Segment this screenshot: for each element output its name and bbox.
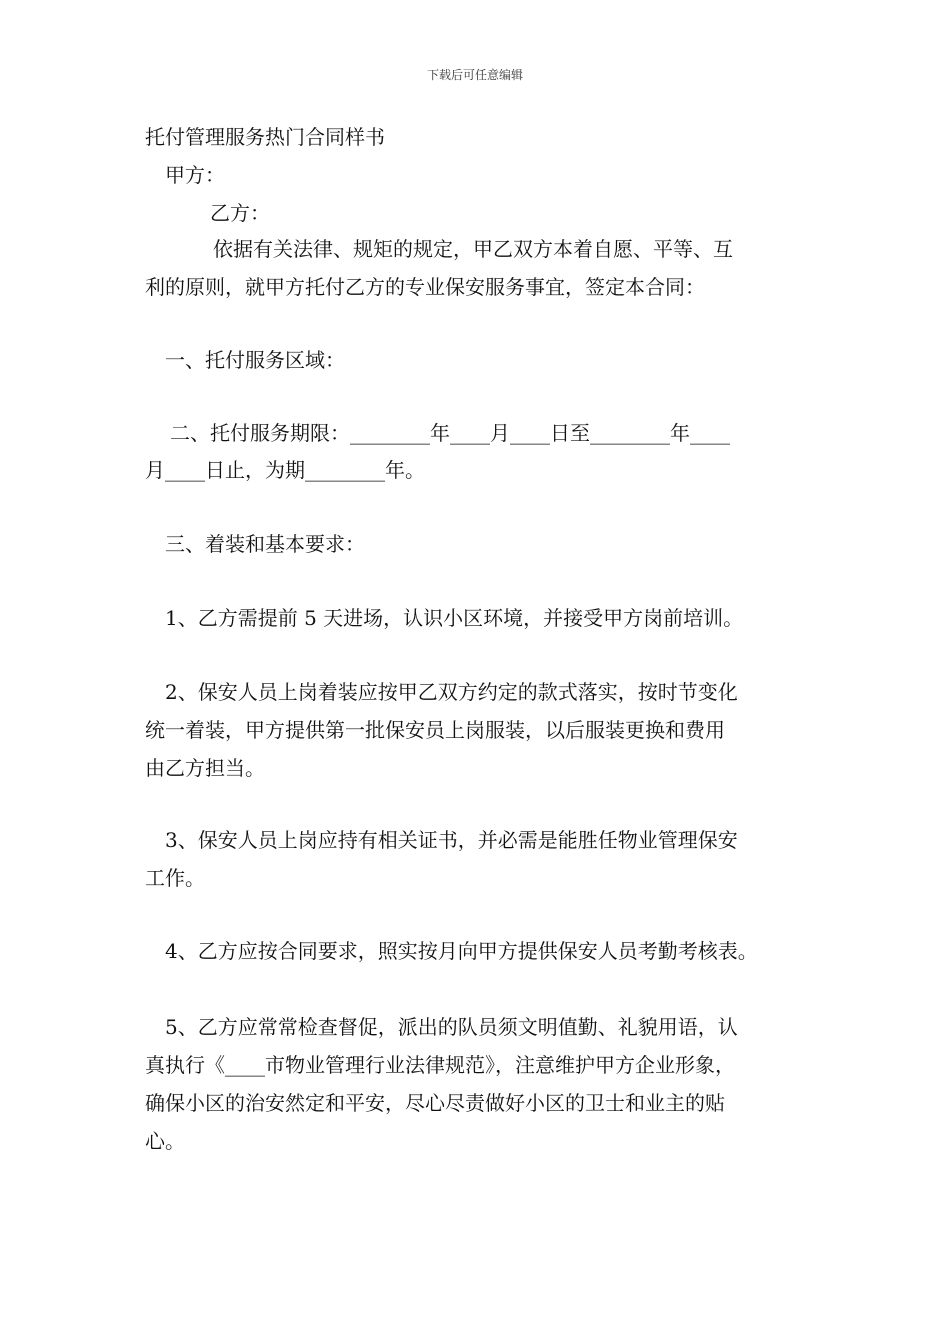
item-3-line-1: 3、保安人员上岗应持有相关证书，并必需是能胜任物业管理保安 (165, 828, 738, 852)
section-service-term-line-2: 月____日止，为期________年。 (145, 458, 425, 482)
item-1: 1、乙方需提前 5 天进场，认识小区环境，并接受甲方岗前培训。 (165, 606, 744, 630)
section-dress-requirements: 三、着装和基本要求： (165, 532, 365, 556)
item-4: 4、乙方应按合同要求，照实按月向甲方提供保安人员考勤考核表。 (165, 939, 758, 963)
document-title: 托付管理服务热门合同样书 (145, 125, 385, 149)
item-2-line-2: 统一着装，甲方提供第一批保安员上岗服装，以后服装更换和费用 (145, 718, 725, 742)
item-5-line-4: 心。 (145, 1129, 185, 1153)
item-2-line-3: 由乙方担当。 (145, 756, 265, 780)
preamble-line-2: 利的原则，就甲方托付乙方的专业保安服务事宜，签定本合同： (145, 275, 705, 299)
preamble-line-1: 依据有关法律、规矩的规定，甲乙双方本着自愿、平等、互 (213, 237, 733, 261)
item-5-line-3: 确保小区的治安然定和平安，尽心尽责做好小区的卫士和业主的贴 (145, 1091, 725, 1115)
section-service-term-line-1: 二、托付服务期限：________年____月____日至________年____ (170, 421, 730, 445)
party-b-label: 乙方： (210, 201, 270, 225)
section-service-area: 一、托付服务区域： (165, 348, 345, 372)
item-2-line-1: 2、保安人员上岗着装应按甲乙双方约定的款式落实，按时节变化 (165, 680, 738, 704)
item-3-line-2: 工作。 (145, 866, 205, 890)
item-5-line-1: 5、乙方应常常检查督促，派出的队员须文明值勤、礼貌用语，认 (165, 1015, 738, 1039)
page-header-note: 下载后可任意编辑 (426, 68, 523, 82)
party-a-label: 甲方： (165, 163, 225, 187)
item-5-line-2: 真执行《____市物业管理行业法律规范》，注意维护甲方企业形象， (145, 1053, 735, 1077)
